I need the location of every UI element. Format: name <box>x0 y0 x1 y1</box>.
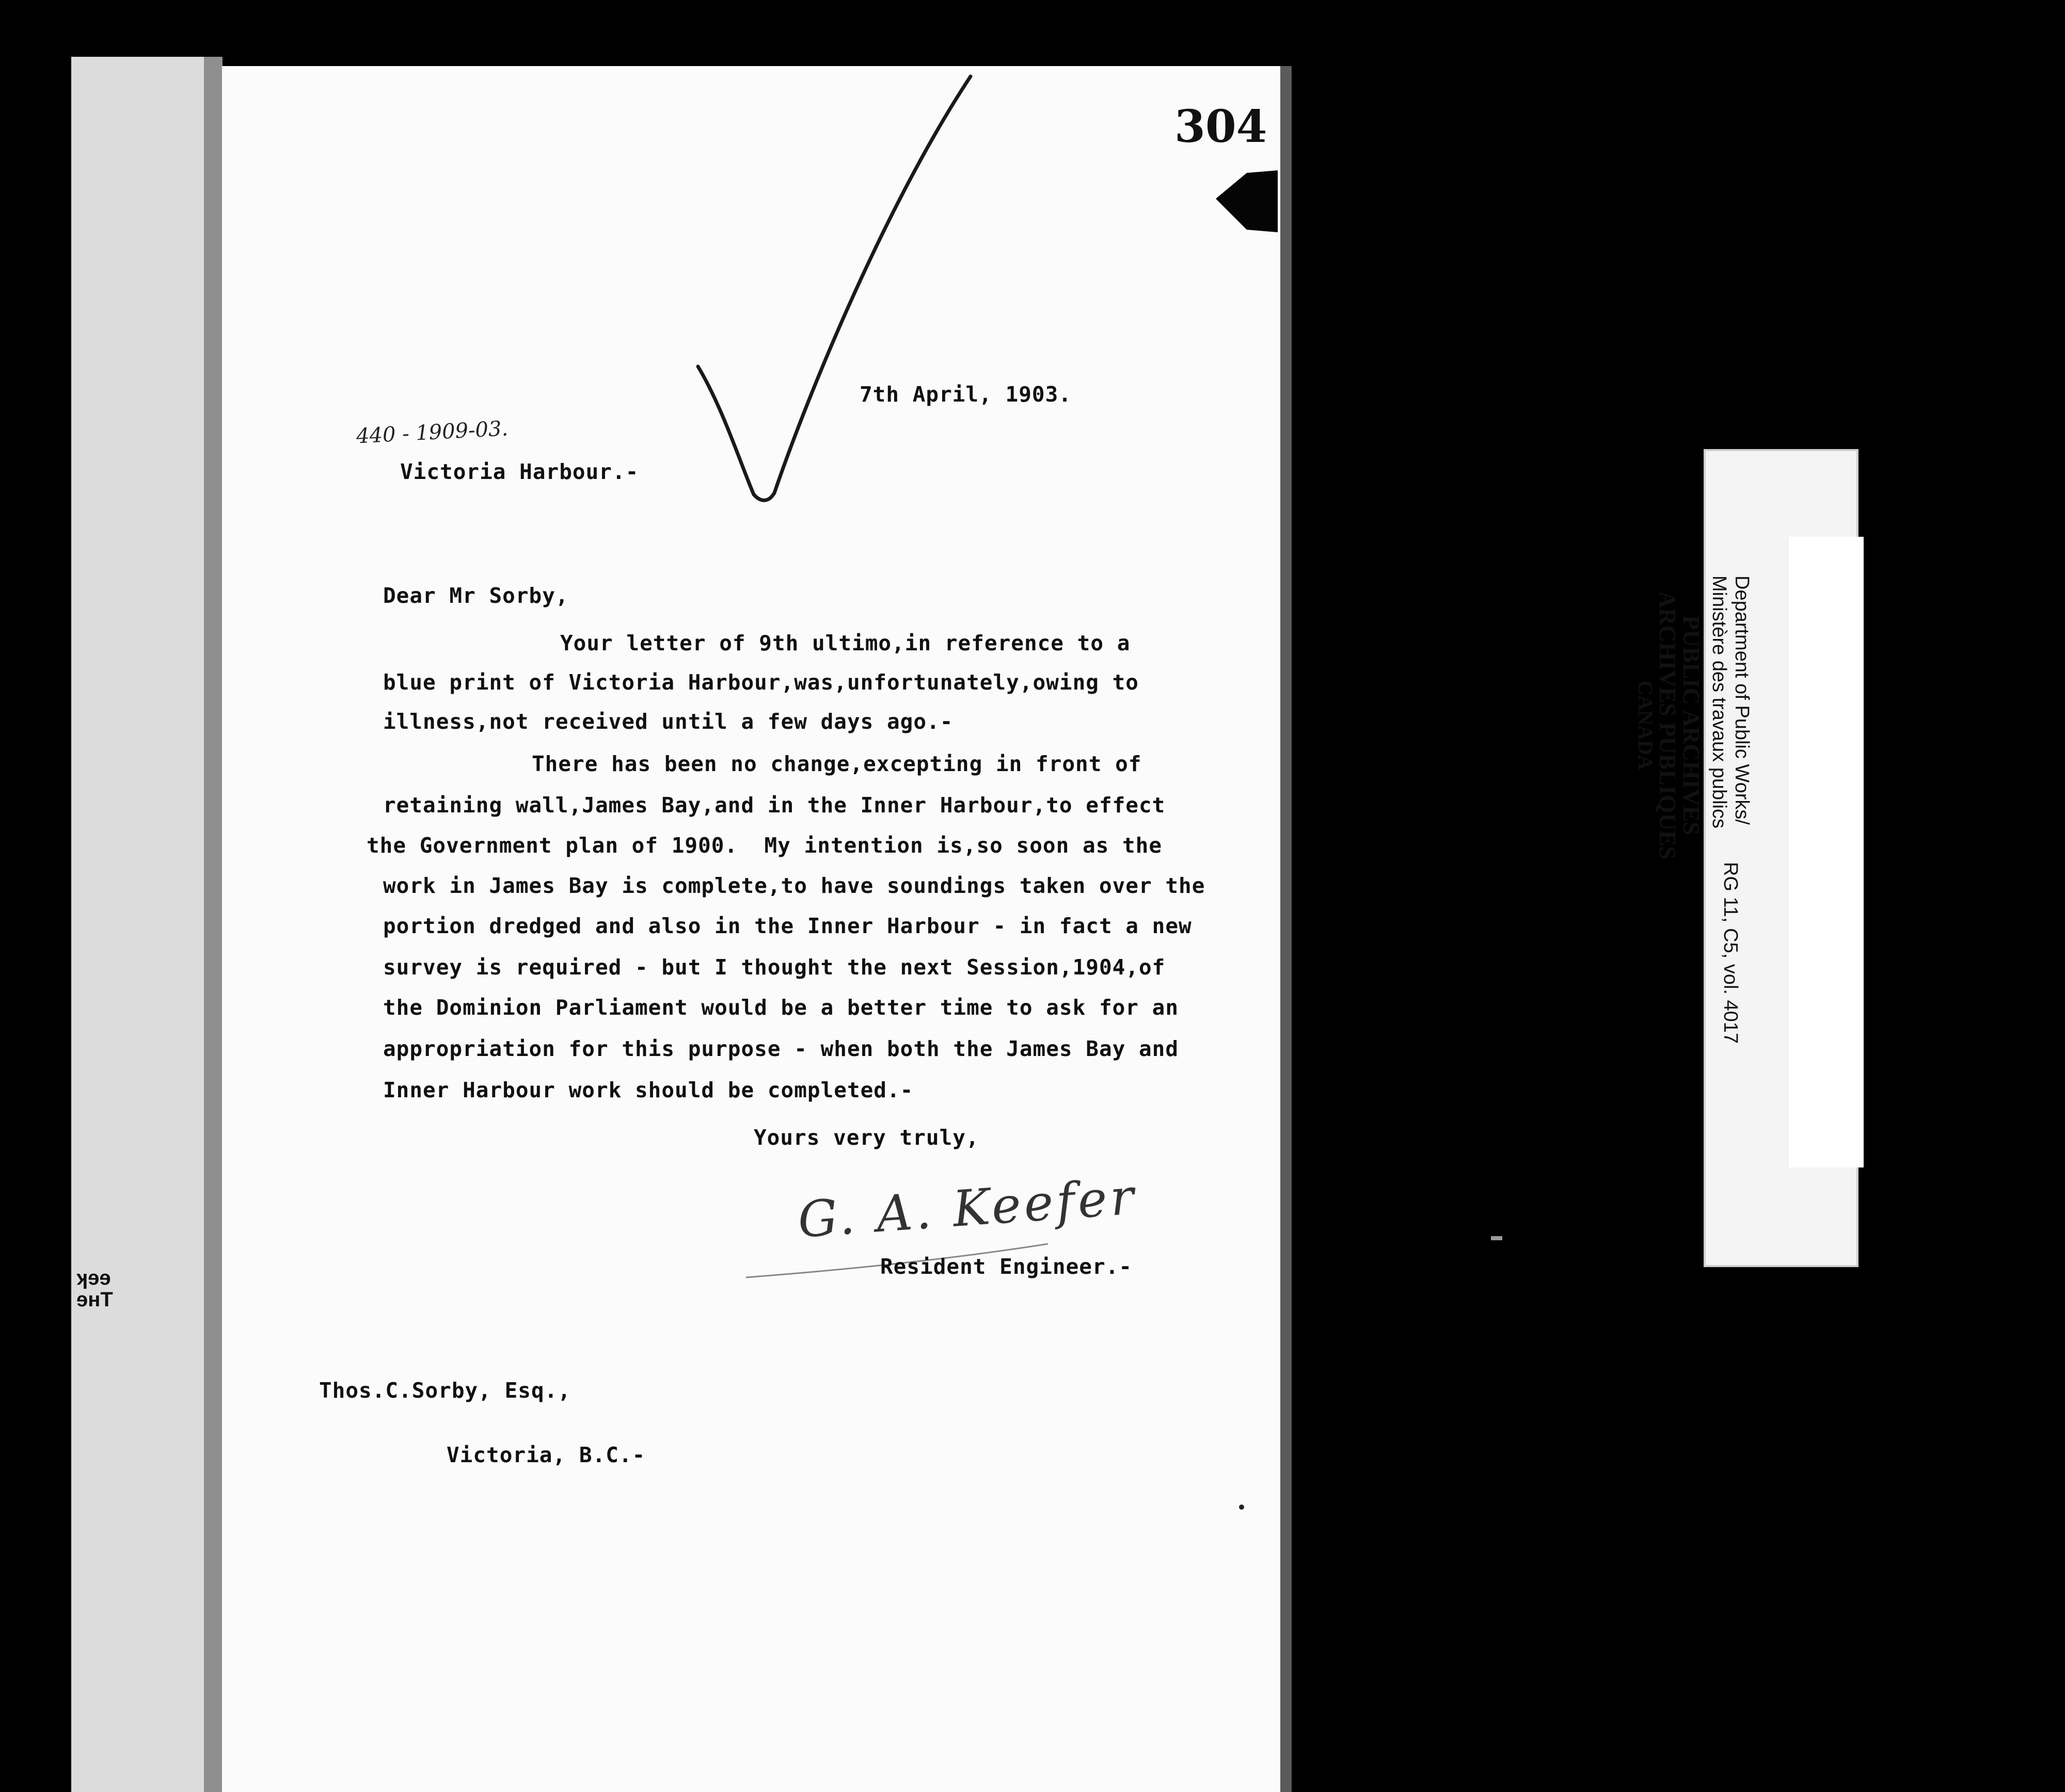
closing: Yours very truly, <box>754 1125 979 1150</box>
archive-stamp-text <box>1634 575 1753 1117</box>
body-line: There has been no change,excepting in front of <box>532 751 1142 776</box>
body-line: portion dredged and also in the Inner Harbour - in fact a new <box>383 914 1192 938</box>
file-reference: 440 - 1909-03. <box>355 417 509 449</box>
addressee-name: Thos.C.Sorby, Esq., <box>319 1378 571 1403</box>
edge-marks <box>76 1267 113 1310</box>
body-line: work in James Bay is complete,to have soundings taken over the <box>383 873 1205 898</box>
body-line: the Dominion Parliament would be a better time to ask for an <box>383 995 1179 1020</box>
body-line: appropriation for this purpose - when both the James Bay and <box>383 1036 1179 1061</box>
letter-subject: Victoria Harbour.- <box>400 459 639 484</box>
body-line: the Government plan of 1900. My intention is,so soon as the <box>367 833 1163 858</box>
edge-mark-line-2: ɘʜT <box>76 1288 113 1311</box>
archive-country: CANADA <box>1634 680 1657 770</box>
archive-department-fr: Ministère des travaux publics <box>1708 575 1730 828</box>
signer-title: Resident Engineer.- <box>880 1254 1132 1279</box>
body-line: illness,not received until a few days ago.- <box>383 709 954 734</box>
speck <box>1491 1236 1502 1240</box>
binding-strip <box>71 57 221 1792</box>
speck <box>1239 1505 1244 1510</box>
body-line: Inner Harbour work should be completed.- <box>383 1078 914 1102</box>
body-line: Your letter of 9th ultimo,in reference to a <box>560 631 1131 655</box>
addressee-place: Victoria, B.C.- <box>447 1443 646 1467</box>
archive-name-fr: ARCHIVES PUBLIQUES <box>1655 590 1681 860</box>
sheet-edge-shadow <box>1280 66 1292 1792</box>
body-line: survey is required - but I thought the next Session,1904,of <box>383 955 1166 980</box>
archive-name-en: PUBLIC ARCHIVES <box>1678 615 1705 835</box>
archive-department-en: Department of Public Works/ <box>1731 575 1753 825</box>
letter-date: 7th April, 1903. <box>860 382 1072 407</box>
clip-tab <box>1216 170 1278 232</box>
archive-reference: RG 11, C5, vol. 4017 <box>1720 862 1741 1044</box>
edge-mark-line-1: ʞɘɘ <box>76 1267 111 1289</box>
salutation: Dear Mr Sorby, <box>383 583 569 608</box>
binding-edge <box>204 57 223 1792</box>
signature: G. A. Keefer <box>796 1167 1139 1249</box>
body-line: retaining wall,James Bay,and in the Inner Harbour,to effect <box>383 793 1166 818</box>
page-number: 304 <box>1174 101 1267 153</box>
archive-label <box>1789 537 1864 1167</box>
body-line: blue print of Victoria Harbour,was,unfortunately,owing to <box>383 670 1139 695</box>
check-mark <box>692 72 981 506</box>
